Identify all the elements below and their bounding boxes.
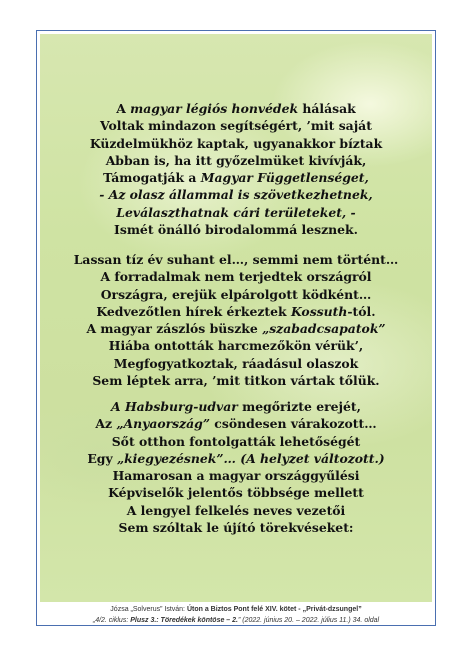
poem-line: Ismét önálló birodalommá lesznek. (114, 222, 358, 238)
poem-line: Támogatják a Magyar Függetlenséget, (103, 170, 369, 186)
poem-line: Hiába ontották harcmezőkön vérük’, (108, 338, 364, 354)
poem-line: A forradalmak nem terjedtek országról (100, 269, 372, 285)
footer-line-2: „4/2. ciklus: Plusz 3.: Töredékek köntöse – 2.” (2022. június 20. – 2022. július 11.) 34. oldal (92, 616, 380, 624)
poem-line: A Habsburg-udvar megőrizte erejét, (111, 399, 361, 414)
poem-line: Hamarosan a magyar országgyűlési (112, 468, 360, 484)
poem-line: Voltak mindazon segítségért, ’mit saját (100, 118, 372, 134)
poem-line: Képviselők jelentős többsége mellett (108, 485, 364, 501)
poem-line: - Az olasz állammal is szövetkezhetnek, (99, 187, 373, 203)
poem-line: A lengyel felkelés neves vezetői (126, 502, 346, 518)
poem-line: Megfogyatkoztak, ráadásul olaszok (113, 355, 359, 371)
page-footer (37, 605, 435, 626)
poem-line: Sem léptek arra, ’mit titkon vártak tőlük. (92, 373, 380, 389)
poem-background (40, 34, 432, 602)
stanza-1 (40, 100, 432, 238)
poem-line: A magyar légiós honvédek hálásak (116, 101, 356, 116)
poem-line: Abban is, ha itt győzelmüket kivívják, (105, 152, 367, 168)
poem-line: A magyar zászlós büszke „szabadcsapatok” (86, 321, 386, 337)
poem-line: Küzdelmükhöz kaptak, ugyanakkor bíztak (89, 135, 383, 151)
poem-line: Sem szóltak le újító törekvéseket: (118, 520, 354, 536)
poem-line: Az „Anyaország” csöndesen várakozott… (95, 416, 377, 432)
stanza-3 (40, 398, 432, 536)
poem-line: Egy „kiegyezésnek”… (A helyzet változott.) (87, 450, 385, 466)
stanza-2 (40, 251, 432, 389)
poem-line: Leválaszthatnak cári területeket, - (116, 204, 356, 220)
footer-line-1: Józsa „Solverus” István: Úton a Biztos Pont felé XIV. kötet - „Privát-dzsungel” (110, 606, 362, 613)
page-frame (36, 30, 436, 626)
poem-line: Kedvezőtlen hírek érkeztek Kossuth-tól. (96, 303, 376, 319)
poem-line: Sőt otthon fontolgatták lehetőségét (111, 433, 361, 449)
poem-line: Lassan tíz év suhant el…, semmi nem történt… (73, 252, 399, 267)
poem-line: Országra, erejük elpárolgott ködként… (100, 286, 372, 302)
